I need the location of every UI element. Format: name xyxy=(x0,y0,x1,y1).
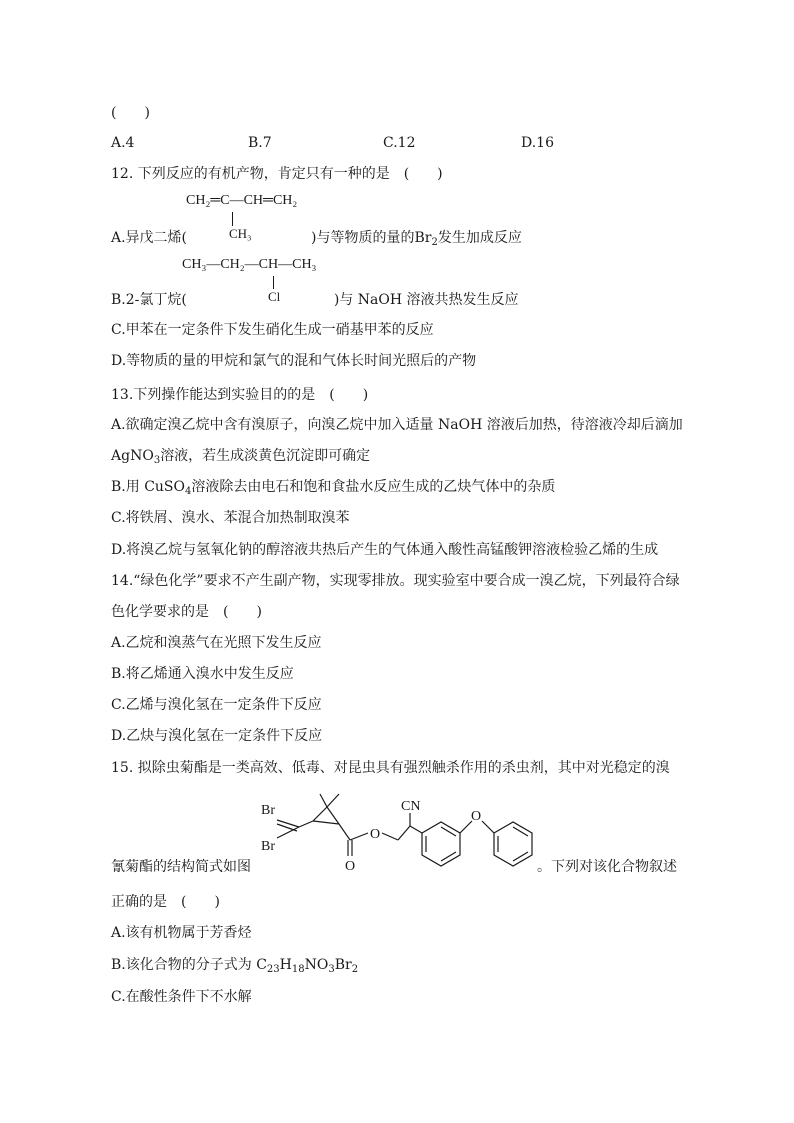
isoprene-methyl: CH₃ xyxy=(229,226,252,241)
q11-bracket: ( ) xyxy=(111,105,150,121)
q12-option-c: C.甲苯在一定条件下发生硝化生成一硝基甲苯的反应 xyxy=(111,322,434,338)
q13-option-a-line1: A.欲确定溴乙烷中含有溴原子，向溴乙烷中加入适量 NaOH 溶液后加热，待溶液冷却后滴加 xyxy=(111,417,683,433)
q11-option-d: D.16 xyxy=(521,135,554,151)
q15-b-h: H xyxy=(279,957,292,973)
q15-option-c: C.在酸性条件下不水解 xyxy=(111,989,252,1005)
q14-stem-line2: 色化学要求的是 ( ) xyxy=(111,604,262,620)
q15-b-sub3: 3 xyxy=(328,964,335,975)
atom-o-ether: O xyxy=(471,809,482,824)
q12-option-b xyxy=(111,290,519,310)
atom-cn: CN xyxy=(401,799,421,814)
q13-b-sub: 4 xyxy=(185,486,192,497)
isoprene-formula: CH₂═C—CH═CH₂ xyxy=(186,193,298,208)
q12-b-suffix: )与 NaOH 溶液共热发生反应 xyxy=(333,292,519,308)
q15-option-b xyxy=(111,955,358,975)
q15-b-sub2: 18 xyxy=(291,964,305,975)
q15-b-pre: B.该化合物的分子式为 C xyxy=(111,957,267,973)
q15-b-br: Br xyxy=(334,957,352,973)
q15-stem-line1: 15. 拟除虫菊酯是一类高效、低毒、对昆虫具有强烈触杀作用的杀虫剂，其中对光稳定的溴 xyxy=(111,760,670,776)
q12-b-prefix: B.2-氯丁烷( xyxy=(111,292,187,308)
q15-stem-line3: 正确的是 ( ) xyxy=(111,894,220,910)
atom-o-carbonyl: O xyxy=(345,859,356,874)
q11-option-c: C.12 xyxy=(383,135,416,151)
q14-option-b: B.将乙烯通入溴水中发生反应 xyxy=(111,666,294,682)
q13-b-rest: 溶液除去由电石和饱和食盐水反应生成的乙炔气体中的杂质 xyxy=(191,479,556,495)
q12-a-sub: 2 xyxy=(431,237,438,248)
q11-option-a: A.4 xyxy=(111,135,135,151)
q12-option-a xyxy=(111,228,522,248)
atom-br-bottom: Br xyxy=(261,839,275,854)
q12-option-d: D.等物质的量的甲烷和氯气的混和气体长时间光照后的产物 xyxy=(111,353,477,369)
isoprene-bond xyxy=(232,212,233,226)
q12-stem: 12. 下列反应的有机产物，肯定只有一种的是 ( ) xyxy=(111,166,443,182)
q12-a-prefix: A.异戊二烯( xyxy=(111,230,188,246)
q15-b-sub1: 23 xyxy=(266,964,280,975)
atom-o-ester: O xyxy=(370,827,381,842)
q11-option-b: B.7 xyxy=(248,135,272,151)
q13-b-pre: B.用 CuSO xyxy=(111,479,185,495)
q13-option-a-line2 xyxy=(111,446,370,466)
q14-stem-line1: 14.“绿色化学”要求不产生副产物，实现零排放。现实验室中要合成一溴乙烷，下列最符合绿 xyxy=(111,573,680,589)
q13-a-rest: 溶液，若生成淡黄色沉淀即可确定 xyxy=(160,448,371,464)
chlorobutane-bond xyxy=(273,276,274,289)
q15-b-no: NO xyxy=(304,957,329,973)
q14-option-a: A.乙烷和溴蒸气在光照下发生反应 xyxy=(111,635,322,651)
q13-option-c: C.将铁屑、溴水、苯混合加热制取溴苯 xyxy=(111,510,350,526)
q12-a-suffix-end: 发生加成反应 xyxy=(437,230,522,246)
q13-stem: 13.下列操作能达到实验目的的是 ( ) xyxy=(111,387,369,403)
q13-a-sub: 3 xyxy=(153,455,161,466)
atom-br-top: Br xyxy=(261,803,275,818)
q15-stem2-pre: 氰菊酯的结构简式如图 xyxy=(111,859,251,875)
chlorobutane-chloro: Cl xyxy=(268,289,281,304)
q13-option-d: D.将溴乙烷与氢氧化钠的醇溶液共热后产生的气体通入酸性高锰酸钾溶液检验乙烯的生成 xyxy=(111,542,659,558)
chlorobutane-formula: CH₃—CH₂—CH—CH₃ xyxy=(182,257,317,272)
q15-option-a: A.该有机物属于芳香烃 xyxy=(111,925,252,941)
q15-stem-line2 xyxy=(111,857,677,877)
q12-a-suffix: )与等物质的量的Br xyxy=(311,230,432,246)
q15-stem2-post: 。下列对该化合物叙述 xyxy=(537,859,677,875)
q14-option-d: D.乙炔与溴化氢在一定条件下反应 xyxy=(111,728,323,744)
q13-option-b xyxy=(111,477,555,497)
q13-a-agno: AgNO xyxy=(111,448,154,464)
q15-b-sub4: 2 xyxy=(351,964,359,975)
q14-option-c: C.乙烯与溴化氢在一定条件下反应 xyxy=(111,697,322,713)
